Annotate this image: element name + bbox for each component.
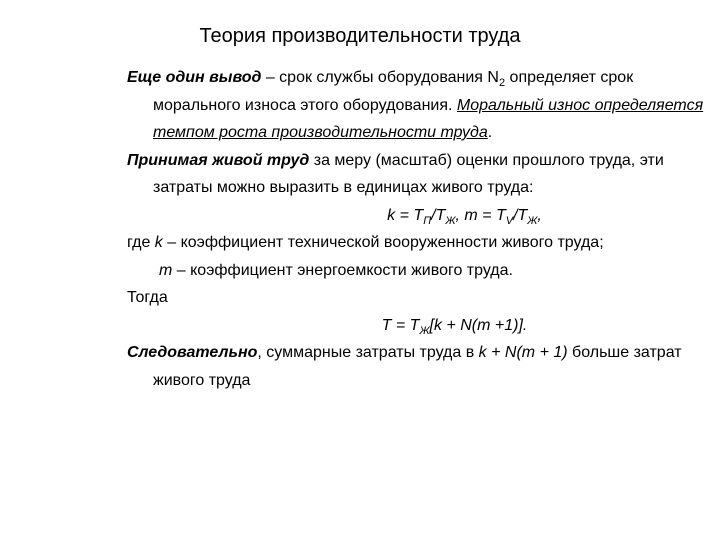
text: за меру (масштаб) оценки прошлого труда, эти затраты можно выразить в единицах живого труда: [153,151,664,196]
subscript: 2 [498,77,506,90]
formula-coefficients: $k = T_П/T_Ж$, $m = T_V/T_Ж$, [387,206,542,227]
slide-title: Теория производительности труда [199,25,521,47]
underlined-statement: Моральный износ определяется темпом роста производительности труда [153,96,704,141]
text: . [487,124,493,141]
paragraph-m-definition: m – коэффициент энергоемкости живого труда. [159,261,513,279]
paragraph-living-labor [127,147,712,202]
slide-body [127,64,712,394]
text: определяет срок морального износа этого оборудования. [153,69,634,114]
text: – срок службы оборудования N [261,69,499,86]
paragraph-then: Тогда [127,289,168,306]
paragraph-consequently: Следовательно, суммарные затраты труда в k + N(m + 1) больше затрат живого труда [127,344,682,389]
lead-phrase: Еще один вывод [127,69,262,86]
lead-phrase: Принимая живой труд [127,151,310,169]
paragraph-conclusion [127,64,712,147]
lead-phrase: Следовательно [127,344,258,361]
formula-total-labor: $T = T_Ж[k + N(m +1)]$. [381,316,528,337]
paragraph-k-definition: где k – коэффициент технической вооруженности живого труда; [127,234,604,251]
